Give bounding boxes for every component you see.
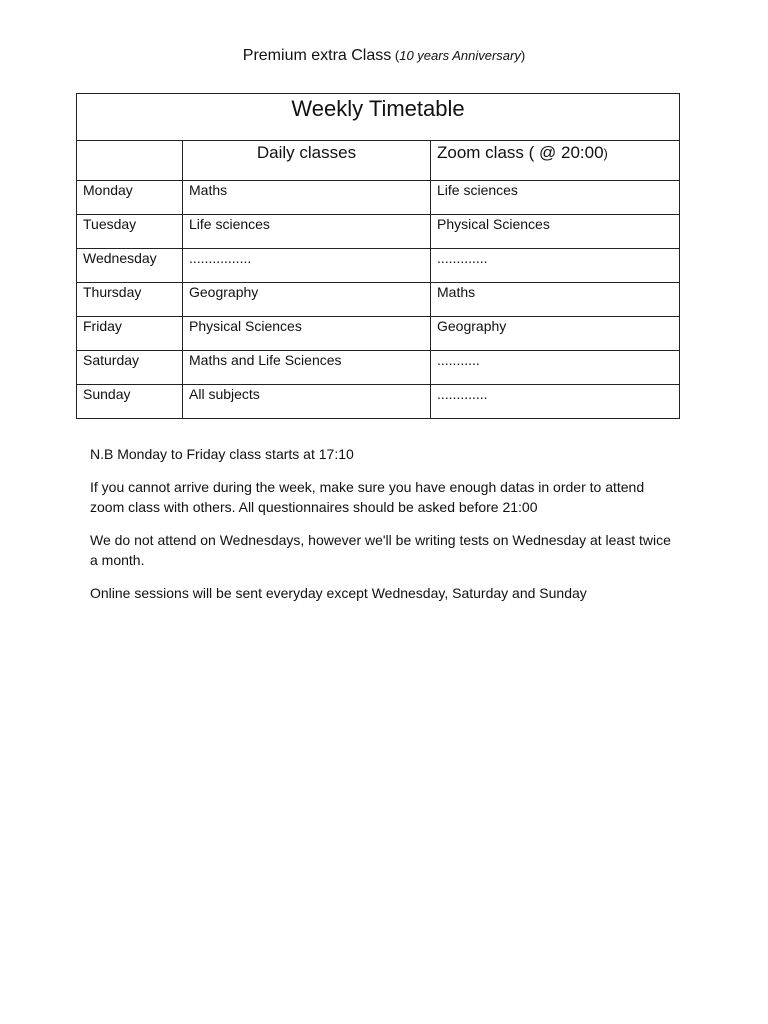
day-cell: Monday [77, 181, 183, 215]
daily-class-cell: Life sciences [183, 215, 431, 249]
zoom-class-cell: ............. [431, 385, 680, 419]
anniversary-note: 10 years Anniversary [399, 48, 521, 63]
zoom-class-cell: Geography [431, 317, 680, 351]
title-text: Premium extra Class [242, 47, 392, 64]
weekly-timetable [76, 93, 680, 419]
day-cell: Tuesday [77, 215, 183, 249]
document-title [0, 47, 768, 65]
zoom-class-cell: Physical Sciences [431, 215, 680, 249]
table-row [77, 249, 680, 283]
zoom-class-cell: ............. [431, 249, 680, 283]
daily-class-cell: Physical Sciences [183, 317, 431, 351]
zoom-class-cell: ........... [431, 351, 680, 385]
table-row [77, 317, 680, 351]
column-header-day [77, 141, 183, 181]
day-cell: Saturday [77, 351, 183, 385]
zoom-class-cell: Maths [431, 283, 680, 317]
table-header-row [77, 141, 680, 181]
zoom-class-cell: Life sciences [431, 181, 680, 215]
daily-class-cell: All subjects [183, 385, 431, 419]
note-online-sessions: Online sessions will be sent everyday except Wednesday, Saturday and Sunday [90, 584, 587, 601]
notes-section [90, 444, 680, 615]
daily-class-cell: ................ [183, 249, 431, 283]
daily-class-cell: Maths and Life Sciences [183, 351, 431, 385]
note-zoom-attendance: If you cannot arrive during the week, make sure you have enough datas in order to attend zoom class with others. All questionnaires should be asked before 21:00 [90, 478, 645, 515]
column-header-daily-classes: Daily classes [183, 141, 431, 181]
table-row [77, 283, 680, 317]
note-wednesday-tests: We do not attend on Wednesdays, however we'll be writing tests on Wednesday at least twice a month. [90, 531, 671, 568]
day-cell: Sunday [77, 385, 183, 419]
note-start-time: N.B Monday to Friday class starts at 17:10 [90, 446, 354, 462]
table-row [77, 351, 680, 385]
table-row [77, 385, 680, 419]
daily-class-cell: Maths [183, 181, 431, 215]
day-cell: Friday [77, 317, 183, 351]
daily-class-cell: Geography [183, 283, 431, 317]
day-cell: Wednesday [77, 249, 183, 283]
table-row [77, 181, 680, 215]
timetable-caption: Weekly Timetable [77, 94, 680, 141]
title-subtitle: (10 years Anniversary) [391, 48, 526, 63]
day-cell: Thursday [77, 283, 183, 317]
table-row [77, 215, 680, 249]
column-header-zoom-class: Zoom class ( @ 20:00) [431, 141, 680, 181]
